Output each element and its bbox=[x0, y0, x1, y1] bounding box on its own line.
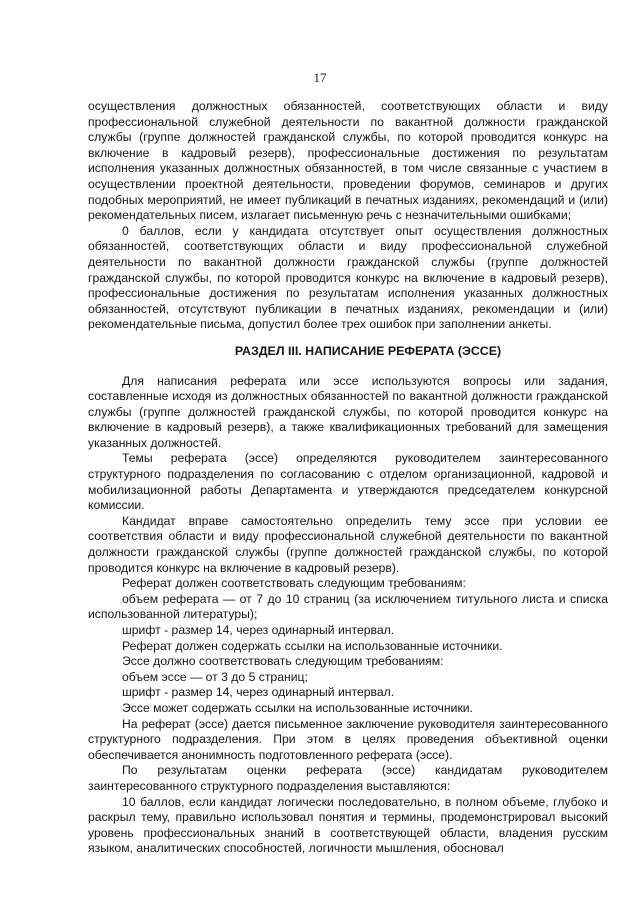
paragraph-own-topic: Кандидат вправе самостоятельно определить тему эссе при условии ее соответствия области и виду профессиональной служебной деятельности по вакантной должности гражданской службы (группе должностей гражданской службы, по которой проводится конкурс на включение в кадровый резерв). bbox=[88, 513, 608, 575]
paragraph-topics-source: Для написания реферата или эссе используются вопросы или задания, составленные исходя из должностных обязанностей по вакантной должности гражданской службы (группе должностей гражданской службы, по которой проводится конкурс на включение в кадровый резерв), а также квалификационных требований для замещения указанных должностей. bbox=[88, 373, 608, 450]
paragraph-essay-references: Эссе может содержать ссылки на использованные источники. bbox=[122, 700, 473, 715]
paragraph-evaluation-results: По результатам оценки реферата (эссе) кандидатам руководителем заинтересованного структурного подразделения выставляются: bbox=[88, 763, 608, 793]
paragraph-report-font: шрифт - размер 14, через одинарный интервал. bbox=[122, 623, 395, 637]
paragraph-report-requirements: Реферат должен соответствовать следующим требованиям: bbox=[122, 576, 466, 591]
paragraph-report-references: Реферат должен содержать ссылки на использованные источники. bbox=[122, 638, 503, 653]
paragraph-ten-points: 10 баллов, если кандидат логически последовательно, в полном объеме, глубоко и раскрыл тему, правильно использовал понятия и термины, продемонстрировал высокий уровень профессиональных знаний в соответствующей области, владения русским языком, аналитических способностей, логичности мышления, обосновал bbox=[88, 794, 608, 856]
paragraph-written-conclusion: На реферат (эссе) дается письменное заключение руководителя заинтересованного структурного подразделения. При этом в целях проведения объективной оценки обеспечивается анонимность подготовленного реферата (эссе). bbox=[88, 716, 608, 762]
document-body bbox=[88, 99, 608, 857]
paragraph-topics-approval: Темы реферата (эссе) определяются руководителем заинтересованного структурного подразделения по согласованию с отделом организационной, кадровой и мобилизационной работы Департамента и утверждаются председателем конкурсной комиссии. bbox=[88, 451, 608, 513]
paragraph-essay-volume: объем эссе — от 3 до 5 страниц; bbox=[122, 669, 308, 684]
paragraph-essay-requirements: Эссе должно соответствовать следующим требованиям: bbox=[122, 654, 444, 669]
paragraph-report-volume: объем реферата — от 7 до 10 страниц (за исключением титульного листа и списка использованной литературы); bbox=[88, 591, 608, 622]
section-heading: РАЗДЕЛ III. НАПИСАНИЕ РЕФЕРАТА (ЭССЕ) bbox=[234, 343, 502, 358]
paragraph-zero-points: 0 баллов, если у кандидата отсутствует опыт осуществления должностных обязанностей, соответствующих области и виду профессиональной служебной деятельности по вакантной должности гражданской службы (группе должностей гражданской службы, по которой проводится конкурс на включение в кадровый резерв), профессиональные достижения по результатам исполнения указанных должностных обязанностей, отсутствуют публикации в печатных изданиях, рекомендации и (или) рекомендательные письма, допустил более трех ошибок при заполнении анкеты. bbox=[88, 223, 608, 332]
paragraph-essay-font: шрифт - размер 14, через одинарный интервал. bbox=[122, 685, 395, 700]
paragraph-continuation: осуществления должностных обязанностей, соответствующих области и виду профессиональной служебной деятельности по вакантной должности гражданской службы (группе должностей гражданской службы, по которой проводится конкурс на включение в кадровый резерв), профессиональные достижения по результатам исполнения указанных должностных обязанностей, в том числе связанные с участием в осуществлении проектной деятельности, проведении форумов, семинаров и других подобных мероприятий, не имеет публикаций в печатных изданиях, рекомендаций и (или) рекомендательных писем, излагает письменную речь с незначительными ошибками; bbox=[88, 99, 608, 223]
page-number: 17 bbox=[313, 70, 327, 85]
